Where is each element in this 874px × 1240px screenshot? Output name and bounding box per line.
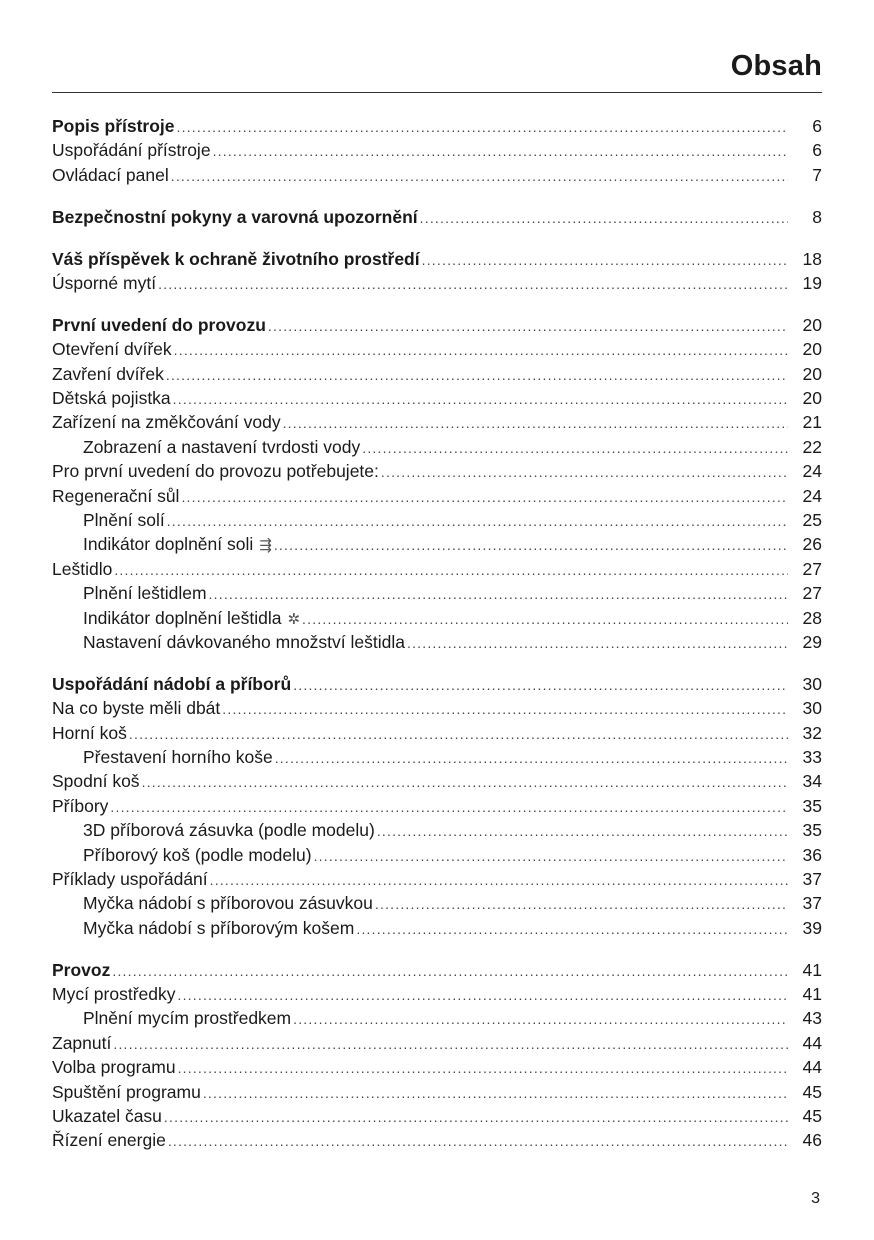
toc-entry-text: Horní koš bbox=[52, 722, 127, 743]
toc-entry[interactable] bbox=[52, 532, 822, 556]
dot-leader bbox=[178, 983, 789, 1007]
toc-entry-text: Ukazatel času bbox=[52, 1105, 162, 1126]
toc-entry[interactable] bbox=[52, 247, 822, 271]
toc-entry[interactable] bbox=[52, 459, 822, 483]
toc-entry-label bbox=[52, 982, 176, 1006]
dot-leader bbox=[362, 436, 788, 460]
dot-leader bbox=[113, 1032, 788, 1056]
toc-entry-text: Na co byste měli dbát bbox=[52, 698, 221, 719]
toc-entry[interactable] bbox=[52, 867, 822, 891]
toc-entry-text: Plnění solí bbox=[83, 509, 165, 530]
toc-entry[interactable] bbox=[52, 672, 822, 696]
toc-entry-text: Myčka nádobí s příborovou zásuvkou bbox=[83, 893, 373, 914]
toc-entry-label bbox=[52, 362, 164, 386]
dot-leader bbox=[274, 533, 788, 557]
toc-entry-label bbox=[52, 508, 165, 532]
toc-entry-label bbox=[52, 630, 405, 654]
dot-leader bbox=[177, 115, 788, 139]
toc-entry[interactable] bbox=[52, 114, 822, 138]
toc-entry[interactable] bbox=[52, 271, 822, 295]
page-number: 3 bbox=[811, 1190, 820, 1207]
toc-entry-page: 39 bbox=[802, 917, 822, 938]
toc-entry-page: 33 bbox=[802, 746, 822, 767]
toc-entry-page: 37 bbox=[802, 893, 822, 914]
toc-entry-label bbox=[52, 435, 360, 459]
dot-leader bbox=[112, 959, 788, 983]
dot-leader bbox=[167, 509, 788, 533]
toc-entry-label bbox=[52, 581, 207, 605]
toc-entry-text: Úsporné mytí bbox=[52, 272, 157, 293]
rinse-aid-icon: ✲ bbox=[287, 610, 301, 628]
toc-entry[interactable] bbox=[52, 484, 822, 508]
toc-entry-page: 36 bbox=[802, 844, 822, 865]
toc-entry-page: 21 bbox=[802, 412, 822, 433]
toc-entry-label bbox=[52, 958, 110, 982]
toc-entry-page: 20 bbox=[802, 363, 822, 384]
toc-entry[interactable] bbox=[52, 1104, 822, 1128]
toc-entry-text: Leštidlo bbox=[52, 558, 113, 579]
dot-leader bbox=[210, 868, 788, 892]
toc-entry-page: 41 bbox=[802, 959, 822, 980]
toc-entry-text: Zařízení na změkčování vody bbox=[52, 412, 281, 433]
toc-entry-page: 35 bbox=[802, 820, 822, 841]
toc-entry[interactable] bbox=[52, 1055, 822, 1079]
toc-entry-text: Váš příspěvek k ochraně životního prostředí bbox=[52, 248, 420, 269]
dot-leader bbox=[171, 164, 788, 188]
dot-leader bbox=[166, 363, 788, 387]
toc-entry-text: Indikátor doplnění soli bbox=[83, 534, 254, 555]
toc-entry[interactable] bbox=[52, 163, 822, 187]
dot-leader bbox=[213, 139, 788, 163]
toc-entry-text: Příbory bbox=[52, 795, 109, 816]
salt-refill-icon: ⇶ bbox=[259, 537, 272, 555]
toc-entry-page: 35 bbox=[802, 795, 822, 816]
toc-entry-text: Příborový koš (podle modelu) bbox=[83, 844, 312, 865]
dot-leader bbox=[377, 819, 788, 843]
toc-entry[interactable] bbox=[52, 508, 822, 532]
toc-entry[interactable] bbox=[52, 843, 822, 867]
toc-section bbox=[52, 672, 822, 940]
dot-leader bbox=[178, 1056, 788, 1080]
toc-entry-page: 32 bbox=[802, 722, 822, 743]
toc-entry-page: 43 bbox=[802, 1008, 822, 1029]
toc-entry-label bbox=[52, 386, 171, 410]
toc-entry-text: Indikátor doplnění leštidla bbox=[83, 607, 282, 628]
dot-leader bbox=[420, 206, 788, 230]
toc-entry-text: Myčka nádobí s příborovým košem bbox=[83, 917, 355, 938]
toc-entry-label bbox=[52, 163, 169, 187]
toc-section bbox=[52, 313, 822, 654]
toc-entry-text: Ovládací panel bbox=[52, 164, 169, 185]
toc-entry[interactable] bbox=[52, 982, 822, 1006]
toc-entry-text: Pro první uvedení do provozu potřebujete: bbox=[52, 461, 379, 482]
toc-entry-label bbox=[52, 247, 420, 271]
toc-entry-page: 28 bbox=[802, 607, 822, 628]
dot-leader bbox=[275, 746, 788, 770]
toc-entry[interactable] bbox=[52, 958, 822, 982]
toc-entry-label bbox=[52, 114, 175, 138]
toc-entry[interactable] bbox=[52, 581, 822, 605]
toc-entry-page: 30 bbox=[802, 698, 822, 719]
toc-entry-text: Otevření dvířek bbox=[52, 339, 172, 360]
toc-entry-label bbox=[52, 271, 156, 295]
toc-entry[interactable] bbox=[52, 891, 822, 915]
toc-entry-label bbox=[52, 672, 291, 696]
dot-leader bbox=[174, 338, 788, 362]
toc-entry-label bbox=[52, 696, 220, 720]
dot-leader bbox=[407, 631, 788, 655]
table-of-contents bbox=[52, 114, 822, 1170]
toc-entry-page: 46 bbox=[802, 1130, 822, 1151]
toc-entry[interactable] bbox=[52, 818, 822, 842]
toc-entry-label bbox=[52, 1031, 111, 1055]
toc-entry-page: 27 bbox=[802, 558, 822, 579]
toc-entry-page: 44 bbox=[802, 1057, 822, 1078]
toc-entry-page: 20 bbox=[802, 314, 822, 335]
page-title: Obsah bbox=[730, 50, 822, 82]
toc-entry-text: Zapnutí bbox=[52, 1032, 112, 1053]
dot-leader bbox=[293, 673, 788, 697]
toc-entry-page: 20 bbox=[802, 339, 822, 360]
dot-leader bbox=[222, 697, 788, 721]
toc-entry-text: Popis přístroje bbox=[52, 116, 175, 136]
toc-entry-label bbox=[52, 916, 354, 940]
toc-entry-page: 45 bbox=[802, 1105, 822, 1126]
toc-entry-label bbox=[52, 1080, 201, 1104]
toc-entry-page: 6 bbox=[812, 140, 822, 161]
toc-entry-text: Zavření dvířek bbox=[52, 363, 164, 384]
toc-entry-page: 34 bbox=[802, 771, 822, 792]
toc-entry-label bbox=[52, 818, 375, 842]
toc-entry-label bbox=[52, 1128, 166, 1152]
toc-entry-text: Provoz bbox=[52, 959, 111, 980]
toc-entry-text: Spodní koš bbox=[52, 771, 140, 792]
toc-entry-text: 3D příborová zásuvka (podle modelu) bbox=[83, 820, 375, 841]
toc-entry[interactable] bbox=[52, 745, 822, 769]
toc-entry-text: Plnění mycím prostředkem bbox=[83, 1008, 292, 1029]
toc-entry-label bbox=[52, 484, 179, 508]
toc-entry[interactable] bbox=[52, 410, 822, 434]
toc-entry-page: 26 bbox=[802, 534, 822, 555]
toc-entry-page: 7 bbox=[812, 164, 822, 185]
toc-entry[interactable] bbox=[52, 696, 822, 720]
toc-entry[interactable] bbox=[52, 313, 822, 337]
toc-entry-page: 19 bbox=[802, 272, 822, 293]
toc-entry-text: Regenerační sůl bbox=[52, 485, 180, 506]
dot-leader bbox=[268, 314, 788, 338]
toc-entry-page: 24 bbox=[802, 485, 822, 506]
toc-entry-label bbox=[52, 794, 108, 818]
dot-leader bbox=[209, 582, 788, 606]
toc-entry-text: Uspořádání přístroje bbox=[52, 140, 211, 161]
toc-entry[interactable] bbox=[52, 557, 822, 581]
toc-entry-label bbox=[52, 532, 272, 558]
toc-entry-label bbox=[52, 891, 373, 915]
dot-leader bbox=[164, 1105, 788, 1129]
toc-entry[interactable] bbox=[52, 1006, 822, 1030]
toc-entry[interactable] bbox=[52, 138, 822, 162]
toc-entry-label bbox=[52, 557, 112, 581]
dot-leader bbox=[181, 485, 788, 509]
toc-entry-label bbox=[52, 721, 127, 745]
toc-entry-text: Řízení energie bbox=[52, 1130, 166, 1151]
toc-entry[interactable] bbox=[52, 362, 822, 386]
toc-entry-label bbox=[52, 1104, 162, 1128]
toc-entry[interactable] bbox=[52, 1080, 822, 1104]
toc-entry-label bbox=[52, 313, 266, 337]
dot-leader bbox=[375, 892, 788, 916]
toc-entry-label bbox=[52, 1055, 176, 1079]
toc-entry[interactable] bbox=[52, 337, 822, 361]
dot-leader bbox=[168, 1129, 788, 1153]
toc-entry-label bbox=[52, 410, 281, 434]
toc-entry-page: 27 bbox=[802, 583, 822, 604]
toc-entry-text: Bezpečnostní pokyny a varovná upozornění bbox=[52, 206, 418, 227]
toc-entry[interactable] bbox=[52, 435, 822, 459]
toc-entry-text: První uvedení do provozu bbox=[52, 314, 266, 335]
toc-entry-label bbox=[52, 606, 300, 632]
toc-section bbox=[52, 205, 822, 229]
toc-entry-label bbox=[52, 459, 379, 483]
dot-leader bbox=[422, 248, 788, 272]
toc-entry-label bbox=[52, 1006, 291, 1030]
dot-leader bbox=[114, 558, 788, 582]
title-divider bbox=[52, 92, 822, 93]
toc-entry[interactable] bbox=[52, 721, 822, 745]
dot-leader bbox=[314, 844, 788, 868]
toc-entry-text: Spuštění programu bbox=[52, 1081, 201, 1102]
toc-section bbox=[52, 958, 822, 1153]
toc-entry-page: 25 bbox=[802, 509, 822, 530]
toc-entry-page: 30 bbox=[802, 673, 822, 694]
toc-entry-page: 6 bbox=[812, 116, 822, 136]
toc-entry-page: 44 bbox=[802, 1032, 822, 1053]
toc-entry-label bbox=[52, 843, 312, 867]
toc-entry-text: Plnění leštidlem bbox=[83, 583, 207, 604]
toc-entry-text: Zobrazení a nastavení tvrdosti vody bbox=[83, 436, 361, 457]
dot-leader bbox=[110, 795, 788, 819]
toc-entry-page: 22 bbox=[802, 436, 822, 457]
toc-entry-text: Příklady uspořádání bbox=[52, 868, 208, 889]
toc-entry[interactable] bbox=[52, 769, 822, 793]
toc-entry[interactable] bbox=[52, 205, 822, 229]
toc-entry-label bbox=[52, 337, 172, 361]
toc-entry-label bbox=[52, 867, 208, 891]
dot-leader bbox=[203, 1081, 788, 1105]
dot-leader bbox=[381, 460, 788, 484]
toc-entry[interactable] bbox=[52, 1128, 822, 1152]
toc-entry-text: Mycí prostředky bbox=[52, 984, 176, 1004]
dot-leader bbox=[293, 1007, 788, 1031]
dot-leader bbox=[356, 917, 788, 941]
toc-section bbox=[52, 114, 822, 187]
toc-entry-text: Uspořádání nádobí a příborů bbox=[52, 673, 292, 694]
toc-entry-text: Volba programu bbox=[52, 1057, 176, 1078]
toc-entry[interactable] bbox=[52, 630, 822, 654]
toc-entry-page: 18 bbox=[802, 248, 822, 269]
dot-leader bbox=[158, 272, 788, 296]
toc-entry[interactable] bbox=[52, 1031, 822, 1055]
toc-section bbox=[52, 247, 822, 296]
toc-entry-label bbox=[52, 205, 418, 229]
dot-leader bbox=[302, 607, 788, 631]
dot-leader bbox=[129, 722, 788, 746]
toc-entry-text: Dětská pojistka bbox=[52, 388, 171, 409]
toc-entry-page: 41 bbox=[802, 984, 822, 1004]
toc-entry-page: 24 bbox=[802, 461, 822, 482]
toc-entry-page: 20 bbox=[802, 388, 822, 409]
toc-entry-page: 8 bbox=[812, 206, 822, 227]
toc-entry-page: 45 bbox=[802, 1081, 822, 1102]
toc-entry-label bbox=[52, 769, 140, 793]
dot-leader bbox=[142, 770, 788, 794]
dot-leader bbox=[173, 387, 788, 411]
toc-entry[interactable] bbox=[52, 916, 822, 940]
toc-entry[interactable] bbox=[52, 606, 822, 630]
toc-entry-label bbox=[52, 138, 211, 162]
toc-entry-page: 29 bbox=[802, 631, 822, 652]
toc-entry-page: 37 bbox=[802, 868, 822, 889]
toc-entry[interactable] bbox=[52, 386, 822, 410]
toc-entry-label bbox=[52, 745, 273, 769]
toc-entry-text: Nastavení dávkovaného množství leštidla bbox=[83, 631, 405, 652]
dot-leader bbox=[283, 411, 788, 435]
toc-entry-text: Přestavení horního koše bbox=[83, 746, 273, 767]
toc-entry[interactable] bbox=[52, 794, 822, 818]
